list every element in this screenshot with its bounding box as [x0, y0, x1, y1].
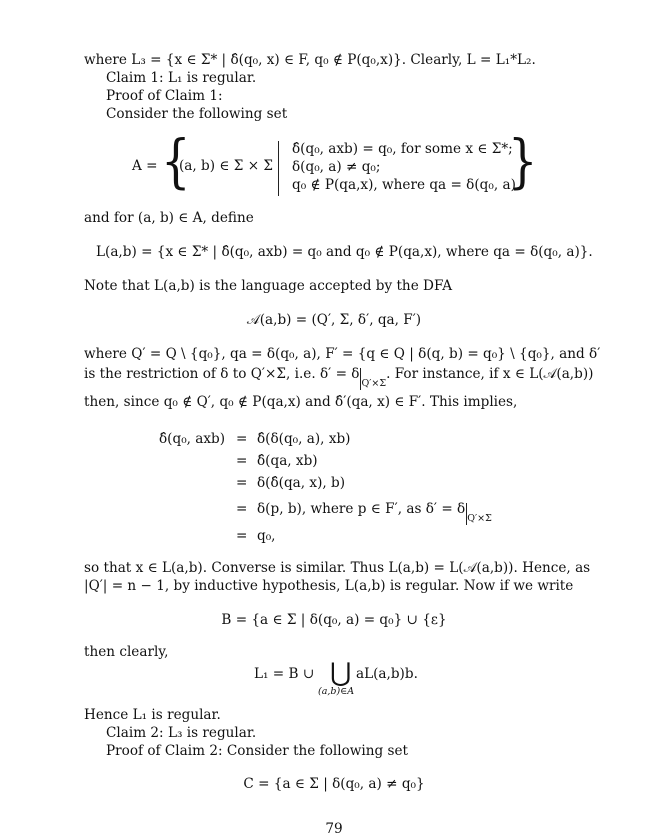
- proof-claim-2-line: Proof of Claim 2: Consider the following set: [106, 743, 409, 759]
- set-C-definition: C = {a ∈ Σ | δ(q₀, a) ≠ q₀}: [243, 776, 425, 792]
- setA-condition-3: q₀ ∉ P(qa,x), where qa = δ(q₀, a).: [292, 177, 521, 193]
- restriction-text-rest: . For instance, if x ∈ L(𝒜(a,b)): [386, 366, 594, 382]
- eq-step-3: δ(δ̂(qa, x), b): [257, 475, 346, 491]
- dfa-tuple: 𝒜(a,b) = (Q′, Σ, δ′, qa, F′): [246, 312, 422, 328]
- then-clearly-line: then clearly,: [84, 644, 169, 660]
- setA-close-brace: }: [508, 127, 538, 195]
- claim-2-statement: Claim 2: L₃ is regular.: [106, 725, 257, 741]
- set-B-definition: B = {a ∈ Σ | δ(q₀, a) = q₀} ∪ {ε}: [221, 612, 447, 628]
- big-union-symbol: ⋃: [330, 658, 352, 688]
- setA-condition-2: δ(q₀, a) ≠ q₀;: [292, 159, 381, 175]
- consider-set-line: Consider the following set: [106, 106, 288, 122]
- restriction-text: is the restriction of δ to Q′×Σ, i.e. δ′ = δ: [84, 366, 360, 382]
- eq-sign-4: =: [236, 501, 248, 517]
- page-number: 79: [325, 821, 343, 837]
- eq-step-5: q₀,: [257, 528, 276, 544]
- claim-1-statement: Claim 1: L₁ is regular.: [106, 70, 257, 86]
- setA-element: (a, b) ∈ Σ × Σ: [179, 158, 274, 174]
- dfa-note-line: Note that L(a,b) is the language accepted by the DFA: [84, 278, 453, 294]
- L1-equation-lhs: L₁ = B ∪: [254, 666, 315, 682]
- for-ab-define-line: and for (a, b) ∈ A, define: [84, 210, 254, 226]
- restriction-eval-subscript: Q′×Σ: [361, 378, 387, 389]
- text-line-L3-definition: where L₃ = {x ∈ Σ* | δ̂(q₀, x) ∈ F, q₀ ∉ P(q₀,x)}. Clearly, L = L₁*L₂.: [84, 52, 536, 68]
- eq-step-4-subscript: Q′×Σ: [467, 513, 492, 524]
- restriction-line: [84, 365, 593, 390]
- setA-separator-bar: [278, 141, 279, 196]
- setA-open-brace: {: [161, 127, 191, 195]
- hence-L1-regular: Hence L₁ is regular.: [84, 707, 221, 723]
- big-union-index: (a,b)∈A: [318, 686, 355, 697]
- L1-equation-rhs: aL(a,b)b.: [356, 666, 418, 682]
- setA-lhs: A =: [132, 158, 158, 174]
- eq-chain-lhs: δ̂(q₀, axb): [159, 431, 226, 447]
- eq-sign-1: =: [236, 431, 248, 447]
- setA-condition-1: δ̂(q₀, axb) = q₀, for some x ∈ Σ*;: [292, 141, 513, 157]
- eq-step-1: δ̂(δ(q₀, a), xb): [257, 431, 351, 447]
- inductive-hypothesis-line: |Q′| = n − 1, by inductive hypothesis, L(a,b) is regular. Now if we write: [84, 578, 574, 594]
- eq-step-2: δ̂(qa, xb): [257, 453, 318, 469]
- L-ab-definition: L(a,b) = {x ∈ Σ* | δ̂(q₀, axb) = q₀ and q₀ ∉ P(qa,x), where qa = δ(q₀, a)}.: [96, 244, 593, 260]
- eq-step-4: [257, 500, 492, 525]
- eq-step-4-text: δ(p, b), where p ∈ F′, as δ′ = δ: [257, 501, 466, 517]
- eq-sign-3: =: [236, 475, 248, 491]
- proof-claim-1-heading: Proof of Claim 1:: [106, 88, 223, 104]
- since-line: then, since q₀ ∉ Q′, q₀ ∉ P(qa,x) and δ̂′(qa, x) ∈ F′. This implies,: [84, 394, 518, 410]
- where-Q-prime-line: where Q′ = Q \ {q₀}, qa = δ(q₀, a), F′ = {q ∈ Q | δ(q, b) = q₀} \ {q₀}, and δ′: [84, 346, 601, 362]
- eq-sign-2: =: [236, 453, 248, 469]
- eq-sign-5: =: [236, 528, 248, 544]
- so-that-line: so that x ∈ L(a,b). Converse is similar. Thus L(a,b) = L(𝒜(a,b)). Hence, as: [84, 560, 591, 576]
